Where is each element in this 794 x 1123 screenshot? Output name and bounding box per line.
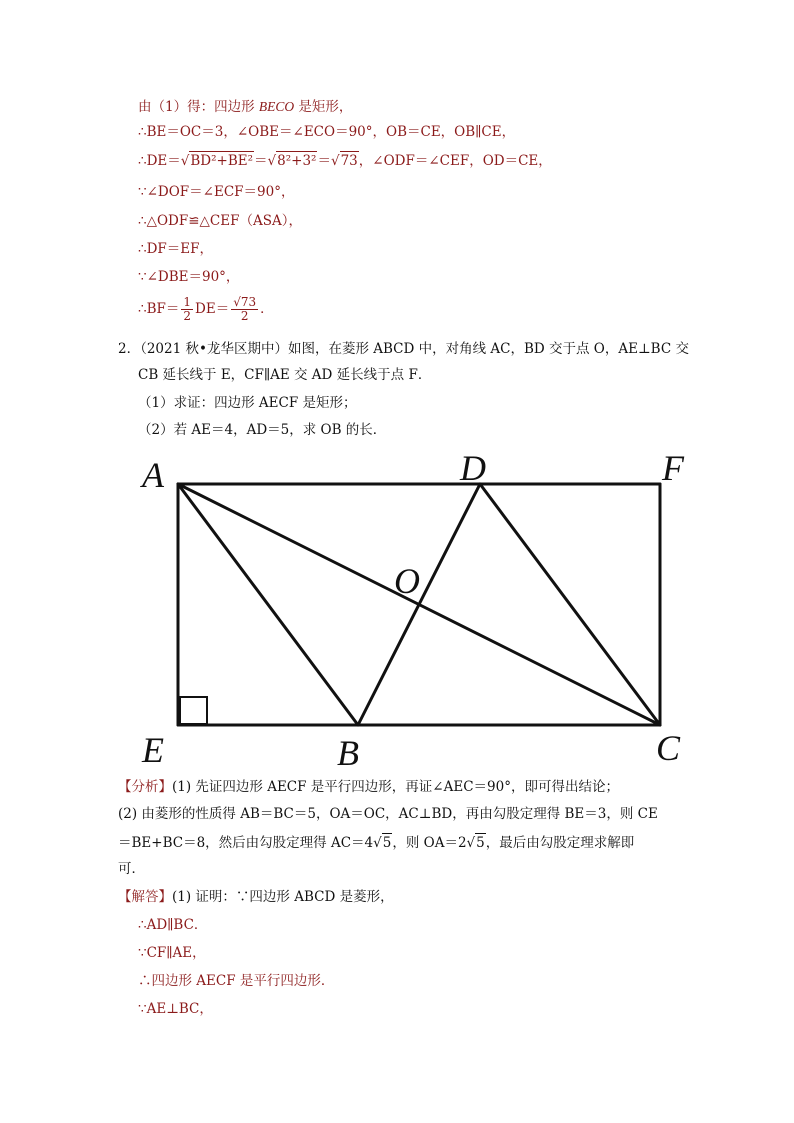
text: (1) 证明：∵四边形 ABCD 是菱形， xyxy=(172,889,394,905)
solution-line-3: ∴DE＝√BD²+BE²＝√8²+3²＝√73，∠ODF＝∠CEF，OD＝CE， xyxy=(138,153,552,169)
text: ∴DE＝ xyxy=(138,153,181,169)
solution-line-6: ∴DF＝EF， xyxy=(138,241,214,257)
answer-line-5: ∵AE⊥BC， xyxy=(138,1001,213,1017)
text: ＝ xyxy=(254,153,268,169)
solution-line-5: ∴△ODF≌△CEF（ASA）， xyxy=(138,213,302,229)
text: 由（1）得：四边形 xyxy=(138,99,259,115)
label-O: O xyxy=(394,561,420,601)
text: ，则 OA＝2 xyxy=(392,835,467,851)
problem-line-1: 2．（2021 秋•龙华区期中）如图，在菱形 ABCD 中，对角线 AC，BD 交于点 O，AE⊥BC 交 xyxy=(118,341,689,357)
problem-line-2: CB 延长线于 E，CF∥AE 交 AD 延长线于点 F． xyxy=(138,367,432,383)
solution-line-7: ∵∠DBE＝90°， xyxy=(138,269,240,285)
analysis-line-1 xyxy=(118,778,619,796)
label-C: C xyxy=(656,728,681,768)
radicand: BD²+BE² xyxy=(190,153,254,169)
label-B: B xyxy=(337,733,359,773)
label-A: A xyxy=(142,455,164,495)
text: 是矩形， xyxy=(294,99,353,115)
math-var: BECO xyxy=(258,99,295,114)
text: ，∠ODF＝∠CEF，OD＝CE， xyxy=(358,153,552,169)
numerator: √73 xyxy=(233,295,257,309)
text: ，最后由勾股定理求解即 xyxy=(485,835,635,851)
text: (1) 先证四边形 AECF 是平行四边形，再证∠AEC＝90°，即可得出结论； xyxy=(172,779,619,795)
label-F: F xyxy=(662,448,684,488)
analysis-tag: 【分析】 xyxy=(118,779,172,795)
radicand: 8²+3² xyxy=(277,153,317,169)
solution-line-8 xyxy=(138,296,274,323)
analysis-line-3: ＝BE+BC＝8，然后由勾股定理得 AC＝4√5，则 OA＝2√5，最后由勾股定理求解即 xyxy=(118,835,635,851)
label-E: E xyxy=(142,730,164,770)
solution-line-4: ∵∠DOF＝∠ECF＝90°， xyxy=(138,184,295,200)
solution-line-1 xyxy=(138,98,352,116)
analysis-line-2: (2) 由菱形的性质得 AB＝BC＝5，OA＝OC，AC⊥BD，再由勾股定理得 BE＝3，则 CE xyxy=(118,806,658,822)
fraction xyxy=(231,296,258,323)
denominator: 2 xyxy=(183,309,192,323)
numerator: 1 xyxy=(183,295,192,309)
problem-line-4: （2）若 AE＝4，AD＝5，求 OB 的长． xyxy=(138,422,387,438)
radicand: 73 xyxy=(340,153,358,169)
answer-tag: 【解答】 xyxy=(118,889,172,905)
answer-line-3: ∵CF∥AE， xyxy=(138,945,206,961)
solution-line-2: ∴BE＝OC＝3，∠OBE＝∠ECO＝90°，OB＝CE，OB∥CE， xyxy=(138,124,516,140)
answer-line-4: ∴四边形 AECF 是平行四边形． xyxy=(138,973,335,989)
radicand: 5 xyxy=(476,835,485,851)
answer-line-1 xyxy=(118,888,394,906)
text: DE＝ xyxy=(195,301,230,317)
denominator: 2 xyxy=(240,309,249,323)
label-D: D xyxy=(460,448,486,488)
radicand: 5 xyxy=(382,835,392,851)
segment-DC xyxy=(480,484,660,725)
fraction xyxy=(181,296,193,323)
segment-AC xyxy=(178,484,660,725)
text: ． xyxy=(260,301,274,317)
text: ＝ xyxy=(317,153,331,169)
segment-AB xyxy=(178,484,358,725)
answer-line-2: ∴AD∥BC． xyxy=(138,917,208,933)
analysis-line-4: 可． xyxy=(118,861,145,877)
right-angle-mark xyxy=(180,697,207,724)
segment-BD xyxy=(358,484,480,725)
problem-line-3: （1）求证：四边形 AECF 是矩形； xyxy=(138,395,357,411)
text: ∴BF＝ xyxy=(138,301,180,317)
text: ＝BE+BC＝8，然后由勾股定理得 AC＝4 xyxy=(118,835,374,851)
